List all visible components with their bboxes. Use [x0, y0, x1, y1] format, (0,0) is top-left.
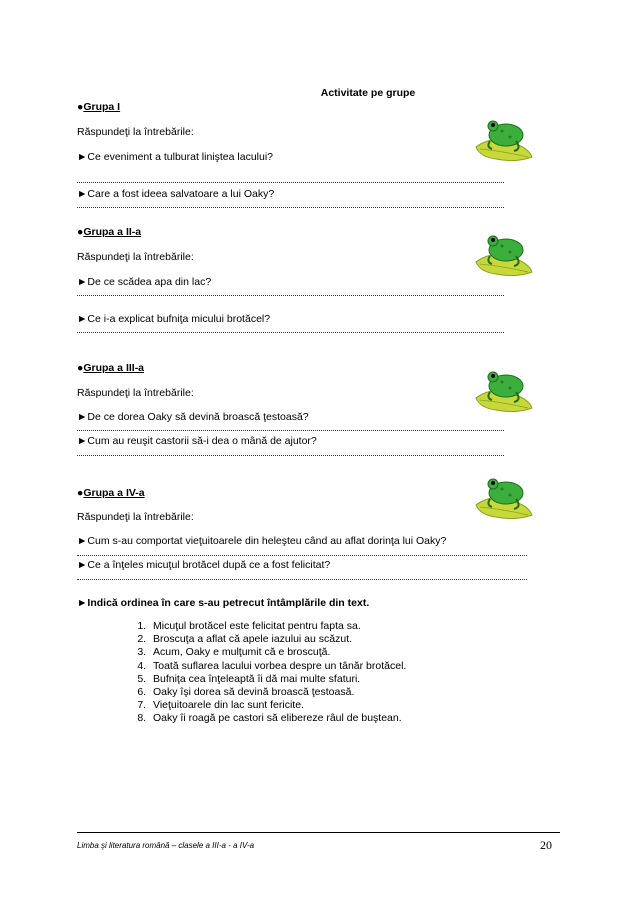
list-item: 7. Vieţuitoarele din lac sunt fericite.	[149, 699, 406, 712]
arrow-icon: ►	[77, 535, 88, 547]
arrow-icon: ►	[77, 276, 88, 288]
answer-line[interactable]	[77, 455, 504, 456]
arrow-icon: ►	[77, 559, 88, 571]
page-title: Activitate pe grupe	[320, 87, 416, 99]
arrow-icon: ►	[77, 151, 88, 163]
group-4-instruction: Răspundeţi la întrebările:	[77, 511, 194, 523]
group-3-question-1: ►De ce dorea Oaky să devină broască ţestoasă?	[77, 411, 309, 423]
group-4-heading	[77, 487, 145, 499]
frog-picture	[472, 364, 534, 416]
group-1-question-1: ►Ce eveniment a tulburat liniştea lacului?	[77, 151, 274, 163]
group-3-question-2: ►Cum au reuşit castorii să-i dea o mână de ajutor?	[77, 435, 317, 447]
answer-line[interactable]	[77, 332, 504, 333]
footer-text: Limba şi literatura română – clasele a III-a - a IV-a	[77, 841, 255, 850]
answer-line[interactable]	[77, 182, 504, 183]
group-3-instruction: Răspundeţi la întrebările:	[77, 387, 194, 399]
arrow-icon: ►	[77, 435, 88, 447]
group-1-heading	[77, 101, 120, 113]
group-1-question-2: ►Care a fost ideea salvatoare a lui Oaky?	[77, 188, 275, 200]
list-item: 5. Bufniţa cea înţeleaptă îi dă mai multe sfaturi.	[149, 673, 406, 686]
arrow-icon: ►	[77, 188, 88, 200]
bullet-icon: ●	[77, 101, 84, 113]
answer-line[interactable]	[77, 295, 504, 296]
list-item: 8. Oaky îi roagă pe castori să elibereze râul de buştean.	[149, 712, 406, 725]
group-3-name: Grupa a III-a	[83, 362, 145, 374]
group-1-name: Grupa I	[83, 101, 121, 113]
answer-line[interactable]	[77, 579, 527, 580]
group-2-question-2: ►Ce i-a explicat bufniţa micului brotăcel?	[77, 313, 271, 325]
footer-divider	[77, 832, 560, 833]
page-number: 20	[540, 838, 552, 852]
group-2-heading	[77, 226, 141, 238]
group-2-question-1: ►De ce scădea apa din lac?	[77, 276, 212, 288]
group-2-instruction: Răspundeţi la întrebările:	[77, 251, 194, 263]
list-item: 6. Oaky îşi dorea să devină broască ţestoasă.	[149, 686, 406, 699]
frog-picture	[472, 471, 534, 523]
answer-line[interactable]	[77, 555, 527, 556]
group-1-instruction: Răspundeţi la întrebările:	[77, 126, 194, 138]
group-4-name: Grupa a IV-a	[83, 487, 145, 499]
order-task-heading: ►Indică ordinea în care s-au petrecut întâmplările din text.	[77, 597, 370, 609]
list-item: 2. Broscuţa a aflat că apele iazului au scăzut.	[149, 633, 406, 646]
list-item: 4. Toată suflarea lacului vorbea despre un tânăr brotăcel.	[149, 660, 406, 673]
answer-line[interactable]	[77, 207, 504, 208]
group-4-question-2: ►Ce a înţeles micuţul brotăcel după ce a fost felicitat?	[77, 559, 331, 571]
order-list	[117, 620, 406, 726]
frog-picture	[472, 113, 534, 165]
arrow-icon: ►	[77, 313, 88, 325]
group-3-heading	[77, 362, 144, 374]
bullet-icon: ●	[77, 226, 84, 238]
answer-line[interactable]	[77, 430, 504, 431]
list-item: 3. Acum, Oaky e mulţumit că e broscuţă.	[149, 646, 406, 659]
bullet-icon: ●	[77, 362, 84, 374]
arrow-icon: ►	[77, 411, 88, 423]
frog-picture	[472, 228, 534, 280]
arrow-icon: ►	[77, 597, 88, 609]
bullet-icon: ●	[77, 487, 84, 499]
group-2-name: Grupa a II-a	[83, 226, 142, 238]
list-item: 1. Micuţul brotăcel este felicitat pentru fapta sa.	[149, 620, 406, 633]
group-4-question-1: ►Cum s-au comportat vieţuitoarele din heleşteu când au aflat dorinţa lui Oaky?	[77, 535, 447, 547]
